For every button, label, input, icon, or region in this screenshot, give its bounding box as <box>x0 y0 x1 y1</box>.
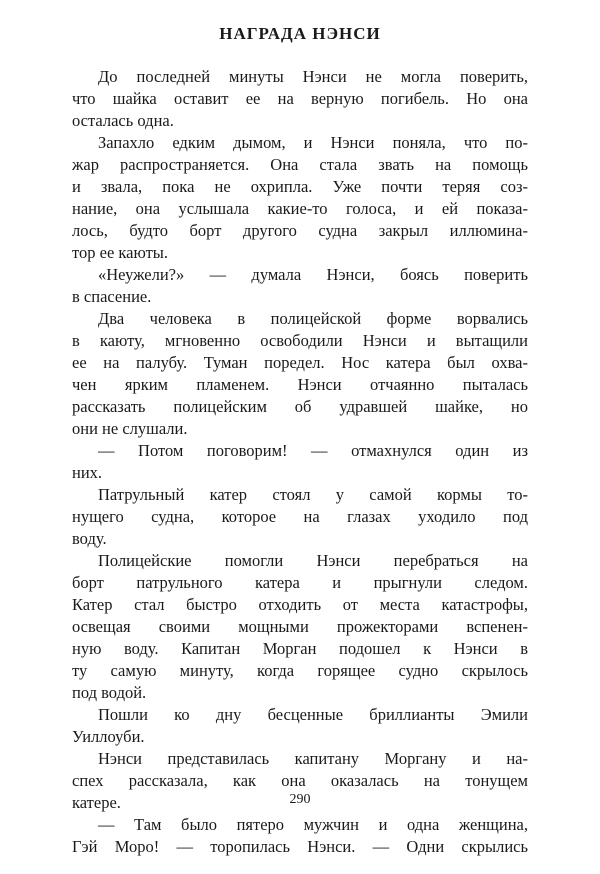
text-line: освещая своими мощными прожекторами вспенен- <box>72 617 528 636</box>
text-line: «Неужели?» — думала Нэнси, боясь поверить <box>98 265 528 284</box>
text-line: ту самую минуту, когда горящее судно скрылось <box>72 661 528 680</box>
text-line: в каюту, мгновенно освободили Нэнси и вытащили <box>72 331 528 350</box>
page-number: 290 <box>289 792 311 807</box>
chapter-title: НАГРАДА НЭНСИ <box>219 24 381 43</box>
text-line: них. <box>72 463 103 482</box>
text-line: Уиллоуби. <box>72 727 145 746</box>
text-line: под водой. <box>72 683 147 702</box>
text-line: борт патрульного катера и прыгнули следом. <box>72 573 528 592</box>
text-line: ее на палубу. Туман поредел. Нос катера был охва- <box>72 353 528 372</box>
text-line: Полицейские помогли Нэнси перебраться на <box>98 551 528 570</box>
text-line: Два человека в полицейской форме ворвались <box>98 309 528 328</box>
text-line: катере. <box>72 793 121 812</box>
text-line: рассказать полицейским об удравшей шайке, но <box>72 397 528 416</box>
text-line: в спасение. <box>72 287 152 306</box>
text-line: нущего судна, которое на глазах уходило под <box>72 507 528 526</box>
text-line: Пошли ко дну бесценные бриллианты Эмили <box>98 705 528 724</box>
body-text <box>72 62 528 858</box>
text-line: осталась одна. <box>72 111 174 130</box>
text-line: До последней минуты Нэнси не могла поверить, <box>98 67 528 86</box>
text-line: Запахло едким дымом, и Нэнси поняла, что по- <box>98 133 528 152</box>
text-line: и звала, пока не охрипла. Уже почти теряя соз- <box>72 177 528 196</box>
text-line: — Там было пятеро мужчин и одна женщина, <box>98 815 528 834</box>
text-line: Патрульный катер стоял у самой кормы то- <box>98 485 528 504</box>
text-line: ную воду. Капитан Морган подошел к Нэнси в <box>72 639 528 658</box>
text-line: спех рассказала, как она оказалась на тонущем <box>72 771 528 790</box>
text-line: воду. <box>72 529 107 548</box>
text-line: Гэй Моро! — торопилась Нэнси. — Одни скрылись <box>72 837 528 856</box>
text-line: Нэнси представилась капитану Моргану и на- <box>98 749 528 768</box>
text-line: чен ярким пламенем. Нэнси отчаянно пыталась <box>72 375 528 394</box>
text-line: что шайка оставит ее на верную погибель. Но она <box>72 89 528 108</box>
text-line: жар распространяется. Она стала звать на помощь <box>72 155 528 174</box>
text-line: Катер стал быстро отходить от места катастрофы, <box>72 595 528 614</box>
text-line: нание, она услышала какие-то голоса, и ей показа- <box>72 199 528 218</box>
text-line: — Потом поговорим! — отмахнулся один из <box>98 441 528 460</box>
text-line: тор ее каюты. <box>72 243 169 262</box>
text-line: они не слушали. <box>72 419 188 438</box>
text-line: лось, будто борт другого судна закрыл иллюмина- <box>72 221 528 240</box>
